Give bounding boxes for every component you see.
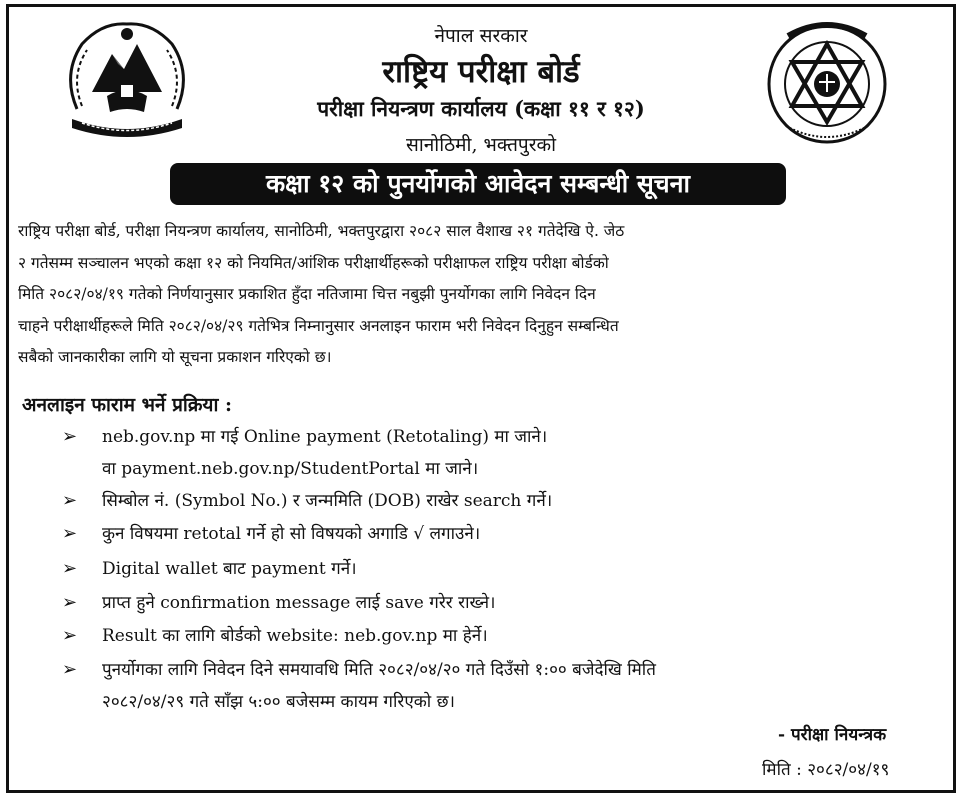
list-item	[62, 421, 942, 485]
step-text: प्राप्त हुने confirmation message लाई save गरेर राख्ने।	[102, 593, 496, 613]
list-item	[62, 485, 942, 517]
notice-body-line: मिति २०८२/०४/१९ गतेको निर्णयानुसार प्रकाशित हुँदा नतिजामा चित्त नबुझी पुनर्योगका लागि निवेदन दिन	[18, 285, 596, 303]
list-item	[62, 553, 942, 585]
notice-body-line: चाहने परीक्षार्थीहरूले मिति २०८२/०४/२९ गतेभित्र निम्नानुसार अनलाइन फाराम भरी निवेदन दिनुहुन सम्बन्धित	[18, 316, 619, 335]
list-item	[62, 587, 942, 619]
step-text: Result का लागि बोर्डको website: neb.gov.np मा हेर्ने।	[102, 626, 488, 646]
section-heading: अनलाइन फाराम भर्ने प्रक्रिया :	[22, 394, 233, 416]
notice-body	[18, 216, 946, 374]
signatory: - परीक्षा नियन्त्रक	[778, 725, 887, 745]
notice-title-banner: कक्षा १२ को पुनर्योगको आवेदन सम्बन्धी सूचना	[170, 163, 786, 205]
arrow-bullet-icon: ➢	[62, 592, 78, 613]
step-text-cont: २०८२/०४/२९ गते साँझ ५:०० बजेसम्म कायम गरिएको छ।	[102, 692, 455, 712]
list-item	[62, 518, 942, 550]
office-location: सानोठिमी, भक्तपुरको	[405, 134, 556, 156]
office-name: परीक्षा नियन्त्रण कार्यालय (कक्षा ११ र १२)	[317, 96, 645, 121]
government-name: नेपाल सरकार	[434, 25, 528, 47]
step-text: कुन विषयमा retotal गर्ने हो सो विषयको अगाडि √ लगाउने।	[102, 524, 481, 544]
arrow-bullet-icon: ➢	[62, 490, 78, 511]
arrow-bullet-icon: ➢	[62, 523, 78, 544]
arrow-bullet-icon: ➢	[62, 558, 78, 579]
step-text: पुनर्योगका लागि निवेदन दिने समयावधि मिति २०८२/०४/२० गते दिउँसो १:०० बजेदेखि मिति	[102, 660, 656, 680]
notice-date: मिति : २०८२/०४/१९	[762, 760, 890, 780]
board-name: राष्ट्रिय परीक्षा बोर्ड	[382, 54, 580, 90]
list-item	[62, 620, 942, 652]
arrow-bullet-icon: ➢	[62, 426, 78, 447]
notice-body-line: २ गतेसम्म सञ्चालन भएको कक्षा १२ को नियमित/आंशिक परीक्षार्थीहरूको परीक्षाफल राष्ट्रिय परीक्षा बोर्डको	[18, 253, 609, 272]
step-text: Digital wallet बाट payment गर्ने।	[102, 559, 357, 579]
step-text: सिम्बोल नं. (Symbol No.) र जन्ममिति (DOB) राखेर search गर्ने।	[102, 491, 553, 511]
arrow-bullet-icon: ➢	[62, 659, 78, 680]
notice-body-line: राष्ट्रिय परीक्षा बोर्ड, परीक्षा नियन्त्रण कार्यालय, सानोठिमी, भक्तपुरद्वारा २०८२ साल वैशाख २१ गतेदेखि ऐ. जेठ	[18, 222, 625, 240]
step-text-cont: वा payment.neb.gov.np/StudentPortal मा जाने।	[102, 459, 479, 479]
list-item	[62, 654, 942, 718]
step-text: neb.gov.np मा गई Online payment (Retotaling) मा जाने।	[102, 427, 548, 447]
notice-body-line: सबैको जानकारीका लागि यो सूचना प्रकाशन गरिएको छ।	[18, 348, 332, 366]
arrow-bullet-icon: ➢	[62, 625, 78, 646]
